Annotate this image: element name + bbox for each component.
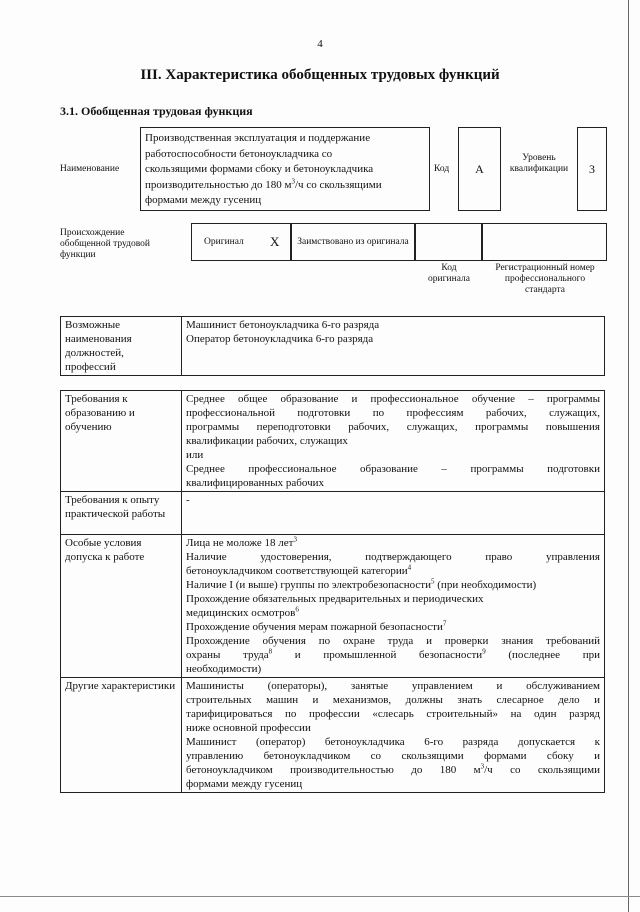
registration-number-cell <box>482 223 607 261</box>
text-line: программы переподготовки рабочих, служащих, программы повышения <box>186 421 600 433</box>
text-line: профессиональной подготовки по профессиям рабочих, служащих, <box>186 407 600 419</box>
text-line <box>186 648 600 662</box>
text-part: /ч со скользящими <box>484 764 600 776</box>
level-label: Уровень квалификации <box>509 153 569 174</box>
text-line: Прохождение обучения по охране труда и проверки знания требований <box>186 635 600 647</box>
footnote-ref: 4 <box>407 563 412 572</box>
text-line <box>186 606 600 620</box>
conditions-label: Особые условия допуска к работе <box>61 535 182 678</box>
footnote-ref: 8 <box>268 647 273 656</box>
footnote-ref: 3 <box>293 535 297 544</box>
text-part: Наличие I (и выше) группы по электробезопасности <box>186 579 432 591</box>
text-line: Наличие удостоверения, подтверждающего право управления <box>186 551 600 563</box>
text-line: Среднее общее образование и профессиональное обучение – программы <box>186 393 600 405</box>
table-row <box>61 535 605 678</box>
code-value: А <box>458 127 501 211</box>
table-row <box>61 391 605 492</box>
subsection-title: 3.1. Обобщенная трудовая функция <box>60 104 253 118</box>
footnote-ref: 7 <box>442 619 447 628</box>
text-part: /ч со скользящими <box>295 178 382 191</box>
table-row <box>61 492 605 535</box>
footnote-ref: 9 <box>482 647 486 656</box>
footnote-ref: 5 <box>431 577 435 586</box>
experience-value: - <box>182 492 605 535</box>
text-part: Прохождение обучения мерам пожарной безопасности <box>186 621 443 633</box>
text-line: тарифицироваться по профессии «слесарь строительный» на один разряд <box>186 708 600 720</box>
code-original-caption: Код оригинала <box>428 263 470 284</box>
superscript: 3 <box>291 176 295 185</box>
text-part: (последнее при <box>485 649 600 661</box>
text-line <box>186 564 600 578</box>
borrowed-cell: Заимствовано из оригинала <box>291 223 415 261</box>
education-label: Требования к образованию и обучению <box>61 391 182 492</box>
text-line: или <box>186 449 204 461</box>
positions-label: Возможные наименования должностей, профессий <box>61 317 182 376</box>
requirements-table <box>60 390 605 793</box>
text-line: Машинисты (операторы), занятые управлением и обслуживанием <box>186 680 600 692</box>
other-value <box>182 678 605 793</box>
positions-value <box>182 317 605 376</box>
function-name-line: скользящими формами сбоку и бетоноукладчика <box>145 163 374 175</box>
text-part: (при необходимости) <box>434 579 537 591</box>
text-line: управлению бетоноукладчиком со скользящими формами сбоку и <box>186 750 600 762</box>
text-line: квалифицированных рабочих <box>186 477 324 489</box>
function-name-line <box>145 178 425 194</box>
text-part: охраны труда <box>186 649 269 661</box>
registration-caption: Регистрационный номер профессионального стандарта <box>495 263 595 295</box>
page-number: 4 <box>317 38 323 50</box>
origin-code-cell <box>415 223 482 261</box>
text-part: бетоноукладчиком соответствующей категории <box>186 565 408 577</box>
text-line: квалификации рабочих, служащих <box>186 435 348 447</box>
superscript: 3 <box>480 762 485 771</box>
text-line: ниже основной профессии <box>186 722 311 734</box>
function-name-line: Производственная эксплуатация и поддержание <box>145 132 371 144</box>
positions-table <box>60 316 605 376</box>
text-part: Лица не моложе 18 лет <box>186 537 294 549</box>
function-name-line: работоспособности бетоноукладчика со <box>145 147 333 160</box>
code-label: Код <box>434 164 450 174</box>
text-line <box>186 763 600 777</box>
name-label: Наименование <box>60 164 120 174</box>
education-value <box>182 391 605 492</box>
level-value: 3 <box>577 127 607 211</box>
origin-label: Происхождение обобщенной трудовой функции <box>60 228 150 260</box>
text-line: необходимости) <box>186 663 262 675</box>
page-edge-bottom <box>0 896 640 897</box>
text-line <box>186 536 600 550</box>
text-part: бетоноукладчиком производительностью до 180 м <box>186 764 481 776</box>
table-row <box>61 678 605 793</box>
text-line: Прохождение обязательных предварительных и периодических <box>186 593 484 605</box>
page-edge-right <box>628 0 629 912</box>
text-line: Среднее профессиональное образование – программы подготовки <box>186 463 600 475</box>
text-line: формами между гусениц <box>186 778 303 790</box>
function-name-box <box>140 127 430 211</box>
table-row <box>61 317 605 376</box>
section-title: III. Характеристика обобщенных трудовых функций <box>140 67 500 83</box>
text-part: производительностью до 180 м <box>145 178 292 191</box>
footnote-ref: 6 <box>295 605 299 614</box>
origin-original-cell <box>191 223 291 261</box>
text-line <box>186 620 600 634</box>
text-part: медицинских осмотров <box>186 607 296 619</box>
conditions-value <box>182 535 605 678</box>
position-item: Машинист бетоноукладчика 6-го разряда <box>186 319 380 331</box>
text-line: Машинист (оператор) бетоноукладчика 6-го разряда допускается к <box>186 736 600 748</box>
text-line <box>186 578 600 592</box>
position-item: Оператор бетоноукладчика 6-го разряда <box>186 333 374 345</box>
other-label: Другие характеристики <box>61 678 182 793</box>
function-name-line: формами между гусениц <box>145 194 262 206</box>
text-part: и промышленной безопасности <box>272 649 483 661</box>
original-label: Оригинал <box>204 237 244 247</box>
experience-label: Требования к опыту практической работы <box>61 492 182 535</box>
original-mark: X <box>270 234 280 249</box>
text-line: строительных машин и механизмов, должны знать слесарное дело и <box>186 694 600 706</box>
